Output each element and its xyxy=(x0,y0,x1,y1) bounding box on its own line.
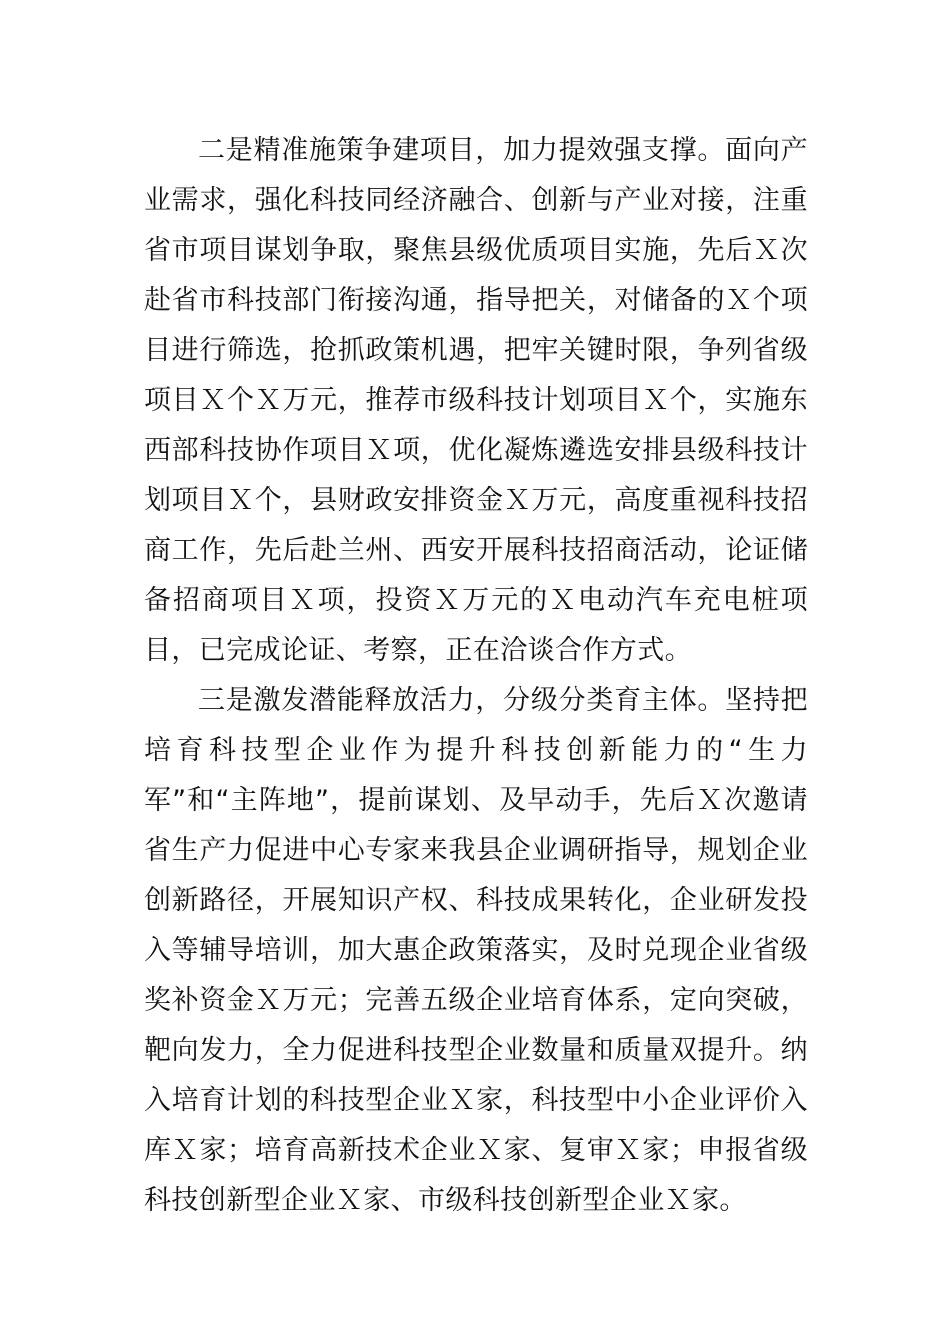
document-body xyxy=(144,126,808,1226)
paragraph-project-support: 二是精准施策争建项目，加力提效强支撑。面向产业需求，强化科技同经济融合、创新与产业对接，注重省市项目谋划争取，聚焦县级优质项目实施，先后Ｘ次赴省市科技部门衔接沟通，指导把关，对储备的Ｘ个项目进行筛选，抢抓政策机遇，把牢关键时限，争列省级项目Ｘ个Ｘ万元，推荐市级科技计划项目Ｘ个，实施东西部科技协作项目Ｘ项，优化凝炼遴选安排县级科技计划项目Ｘ个，县财政安排资金Ｘ万元，高度重视科技招商工作，先后赴兰州、西安开展科技招商活动，论证储备招商项目Ｘ项，投资Ｘ万元的Ｘ电动汽车充电桩项目，已完成论证、考察，正在洽谈合作方式。 xyxy=(144,135,808,666)
paragraph-enterprise-cultivation: 三是激发潜能释放活力，分级分类育主体。坚持把培育科技型企业作为提升科技创新能力的“生力军”和“主阵地”，提前谋划、及早动手，先后Ｘ次邀请省生产力促进中心专家来我县企业调研指导，规划企业创新路径，开展知识产权、科技成果转化，企业研发投入等辅导培训，加大惠企政策落实，及时兑现企业省级奖补资金Ｘ万元；完善五级企业培育体系，定向突破，靶向发力，全力促进科技型企业数量和质量双提升。纳入培育计划的科技型企业Ｘ家，科技型中小企业评价入库Ｘ家；培育高新技术企业Ｘ家、复审Ｘ家；申报省级科技创新型企业Ｘ家、市级科技创新型企业Ｘ家。 xyxy=(144,685,808,1216)
